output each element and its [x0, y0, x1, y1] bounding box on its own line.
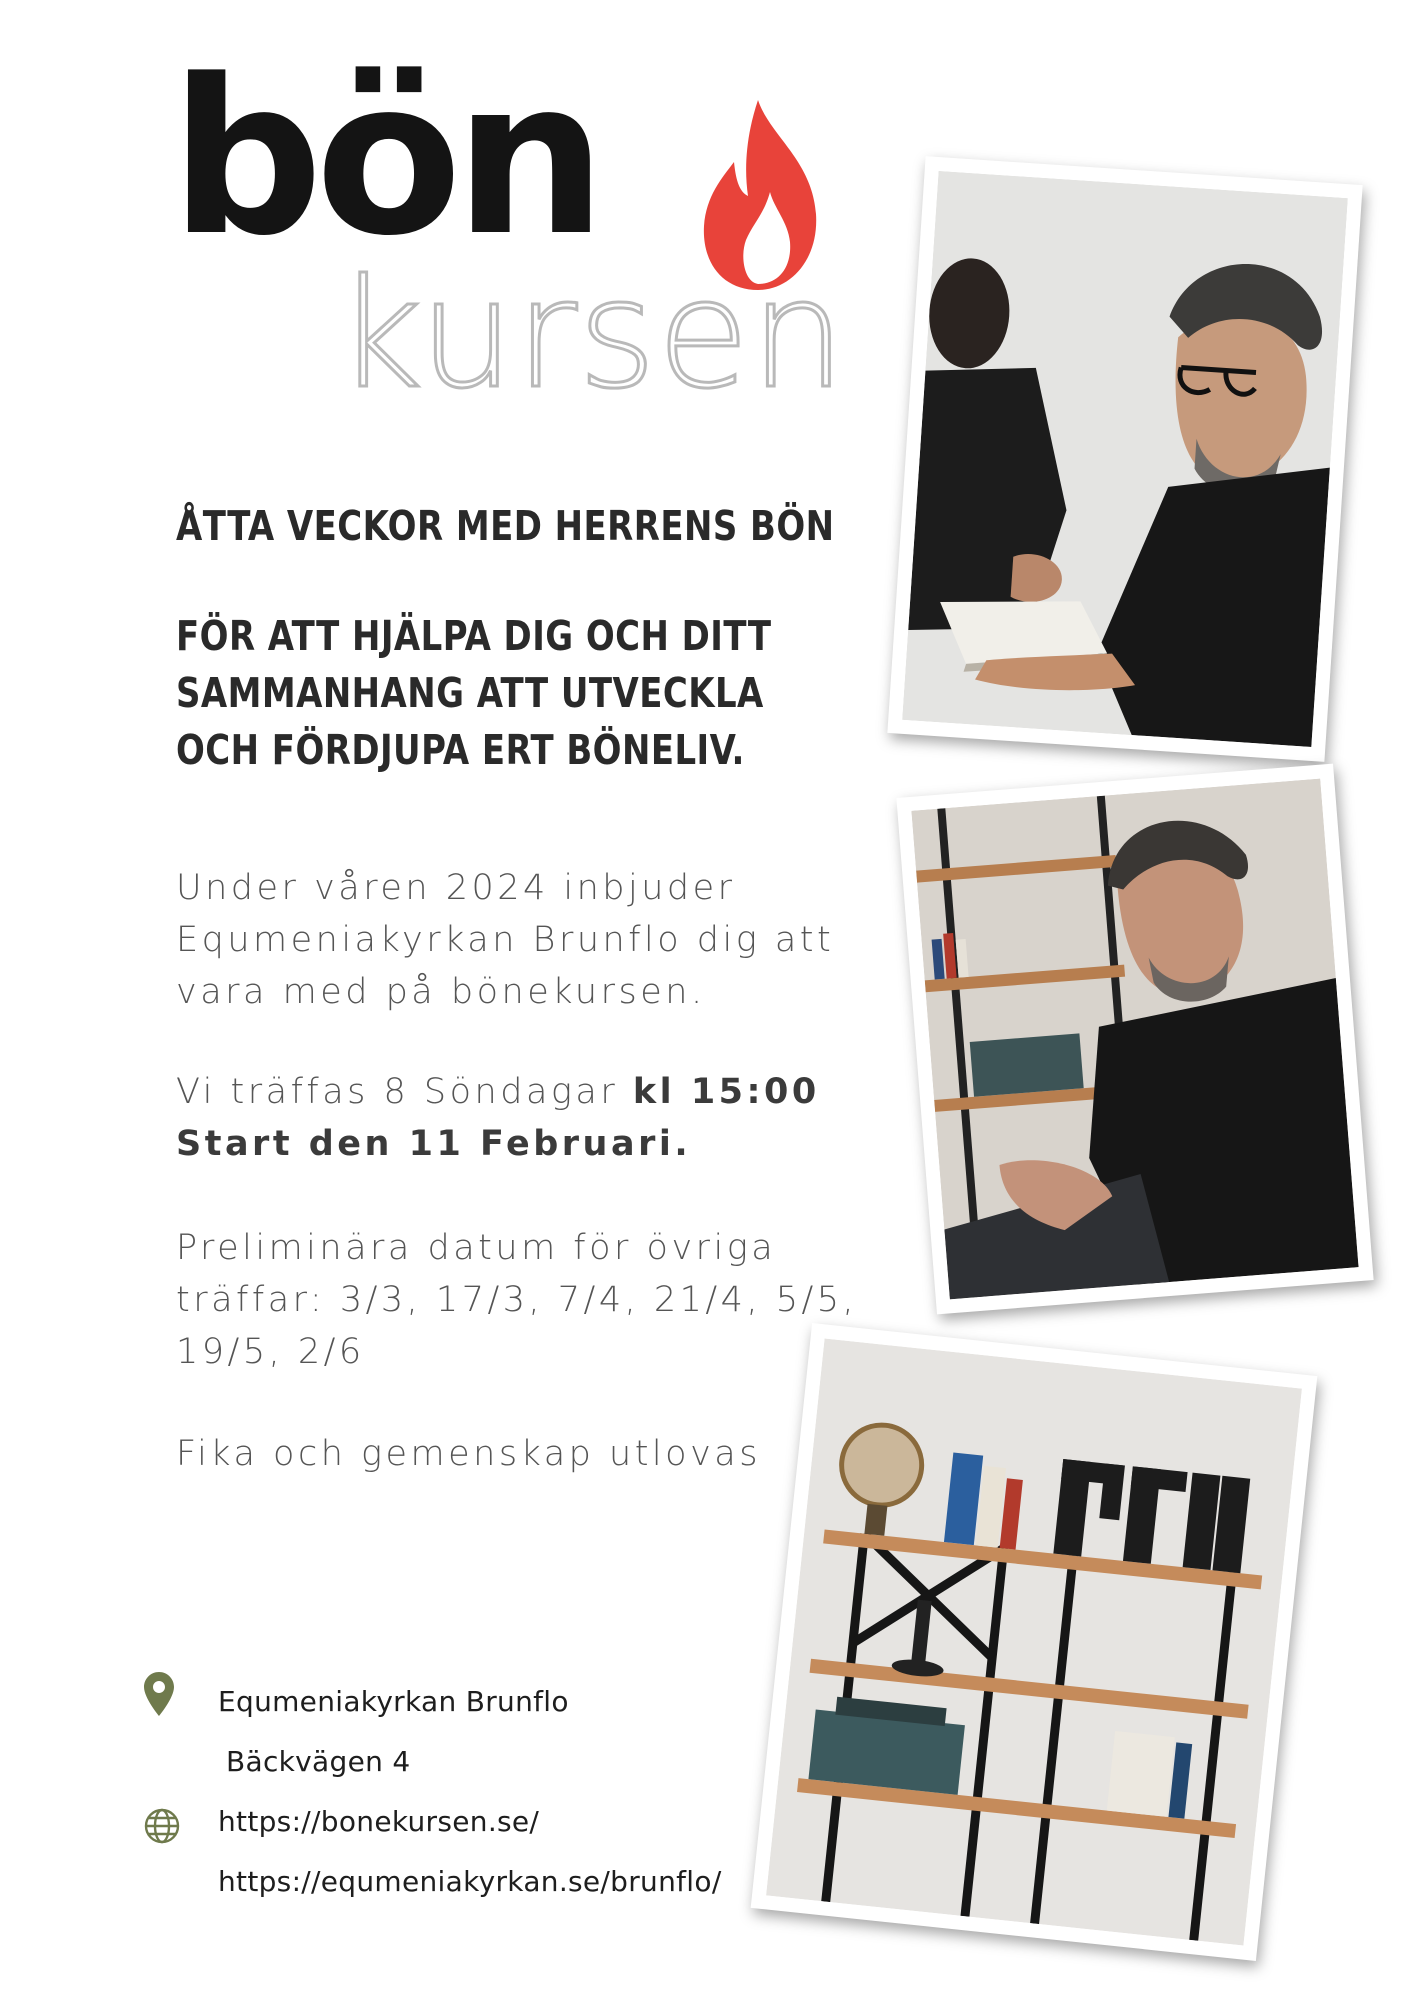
website-link-equmeniakyrkan[interactable]: https://equmeniakyrkan.se/brunflo/	[218, 1865, 722, 1898]
intro-paragraph: Under våren 2024 inbjuder Equmeniakyrkan Brunflo dig att vara med på bönekursen.	[176, 868, 835, 1012]
globe-icon	[144, 1808, 180, 1844]
logo-word-bon: bön	[170, 34, 599, 283]
man-reading-bible-photo	[887, 156, 1362, 762]
man-praying-photo	[896, 764, 1373, 1315]
dates-paragraph: Preliminära datum för övriga träffar: 3/3, 17/3, 7/4, 21/4, 5/5, 19/5, 2/6	[176, 1228, 858, 1372]
meeting-paragraph	[176, 1066, 896, 1170]
logo-word-kursen: kursen	[336, 248, 847, 422]
heading-eight-weeks: ÅTTA VECKOR MED HERRENS BÖN	[176, 502, 835, 550]
website-link-bonekursen[interactable]: https://bonekursen.se/	[218, 1805, 540, 1838]
street-address: Bäckvägen 4	[226, 1745, 411, 1778]
fika-paragraph: Fika och gemenskap utlovas	[176, 1434, 761, 1474]
pray-shelf-photo	[751, 1323, 1318, 1961]
meeting-days: Vi träffas 8 Söndagar	[176, 1072, 633, 1112]
meeting-start: Start den 11 Februari.	[176, 1124, 692, 1164]
location-pin-icon	[144, 1672, 174, 1716]
meeting-time: kl 15:00	[632, 1072, 820, 1112]
heading-purpose: FÖR ATT HJÄLPA DIG OCH DITT SAMMANHANG ATT UTVECKLA OCH FÖRDJUPA ERT BÖNELIV.	[176, 612, 772, 774]
church-name: Equmeniakyrkan Brunflo	[218, 1685, 569, 1718]
